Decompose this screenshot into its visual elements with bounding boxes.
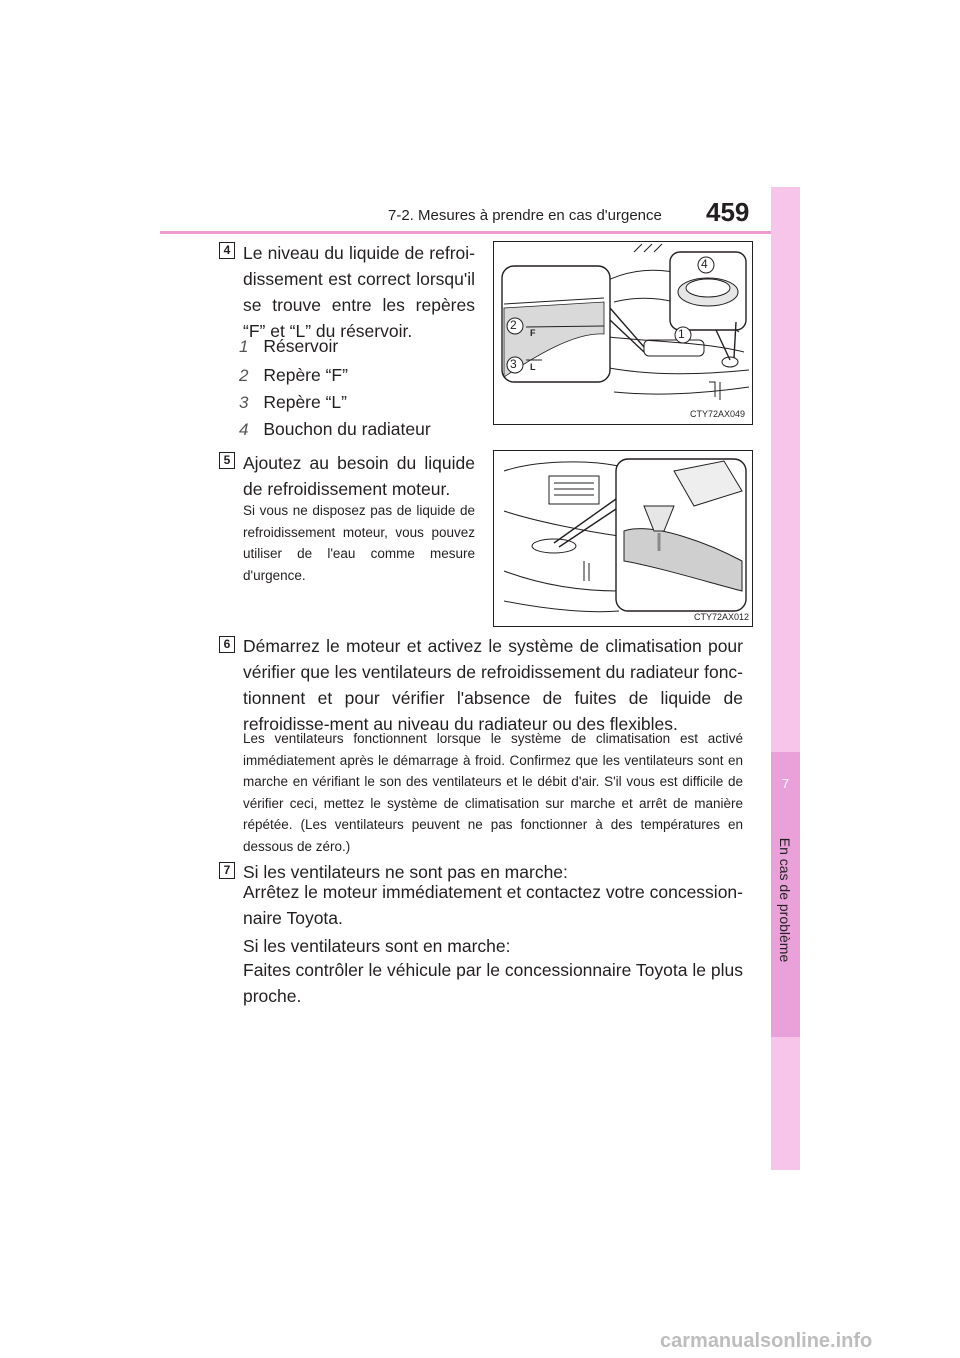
step-marker-7: 7 <box>219 862 235 879</box>
legend-label: Bouchon du radiateur <box>263 419 431 439</box>
figure-callout-4: 4 <box>701 257 708 271</box>
legend-item-1 <box>239 336 338 357</box>
legend-label: Réservoir <box>263 336 339 356</box>
step-marker-5: 5 <box>219 452 235 469</box>
step6-note: Les ventilateurs fonctionnent lorsque le système de climatisation est activé immédiatement après le démarrage à froid. Confirmez que les ventilateurs sont en marche en vérifiant le son des ventilateurs et le débit d'air. S'il vous est difficile de vérifier ceci, mettez le système de climatisation sur marche et arrêt de manière répétée. (Les ventilateurs peuvent ne pas fonctionner à des températures en dessous de zéro.) <box>243 731 743 854</box>
mark-l-label: L <box>530 362 536 372</box>
legend-item-2 <box>239 365 348 386</box>
figure-callout-1: 1 <box>678 327 685 341</box>
step5-text: Ajoutez au besoin du liquide de refroidissement moteur. <box>243 453 475 499</box>
legend-number: 3 <box>239 393 249 412</box>
step-marker-6: 6 <box>219 636 235 653</box>
figure-code: CTY72AX012 <box>694 612 750 622</box>
engine-bay-illustration <box>494 451 752 626</box>
step7-line2: Arrêtez le moteur immédiatement et contactez votre concession-naire Toyota. <box>243 882 743 928</box>
step7-line1: Si les ventilateurs ne sont pas en marche: <box>243 862 568 882</box>
legend-number: 2 <box>239 366 249 385</box>
figure-code: CTY72AX049 <box>690 409 746 419</box>
figure-callout-3: 3 <box>510 357 517 371</box>
step6-text: Démarrez le moteur et activez le système de climatisation pour vérifier que les ventilateurs de refroidissement du radiateur fonc-tionnent et pour vérifier l'absence de fuites de liquide de refroidisse-ment au niveau du radiateur ou des flexibles. <box>243 636 743 734</box>
step-marker-4: 4 <box>219 242 235 259</box>
legend-number: 1 <box>239 337 249 356</box>
section-title: 7-2. Mesures à prendre en cas d'urgence <box>388 207 662 224</box>
step7-line4: Faites contrôler le véhicule par le concessionnaire Toyota le plus proche. <box>243 960 743 1006</box>
mark-f-label: F <box>530 328 536 338</box>
step7-line3: Si les ventilateurs sont en marche: <box>243 936 511 956</box>
watermark: carmanualsonline.info <box>660 1330 873 1352</box>
legend-item-4 <box>239 419 431 440</box>
chapter-label: En cas de problème <box>777 837 793 963</box>
legend-item-3 <box>239 392 347 413</box>
figure-callout-2: 2 <box>510 318 517 332</box>
step4-text: Le niveau du liquide de refroi-dissement est correct lorsqu'il se trouve entre les repères “F” et “L” du réservoir. <box>243 243 475 341</box>
figure-add-coolant <box>493 450 753 627</box>
legend-label: Repère “L” <box>263 392 347 412</box>
chapter-number: 7 <box>781 776 790 791</box>
legend-label: Repère “F” <box>263 365 348 385</box>
step5-note: Si vous ne disposez pas de liquide de refroidissement moteur, vous pouvez utiliser de l'eau comme mesure d'urgence. <box>243 503 475 583</box>
header-rule <box>160 231 800 234</box>
legend-number: 4 <box>239 420 249 439</box>
page-number: 459 <box>706 197 750 227</box>
figure-coolant-level <box>493 241 753 425</box>
